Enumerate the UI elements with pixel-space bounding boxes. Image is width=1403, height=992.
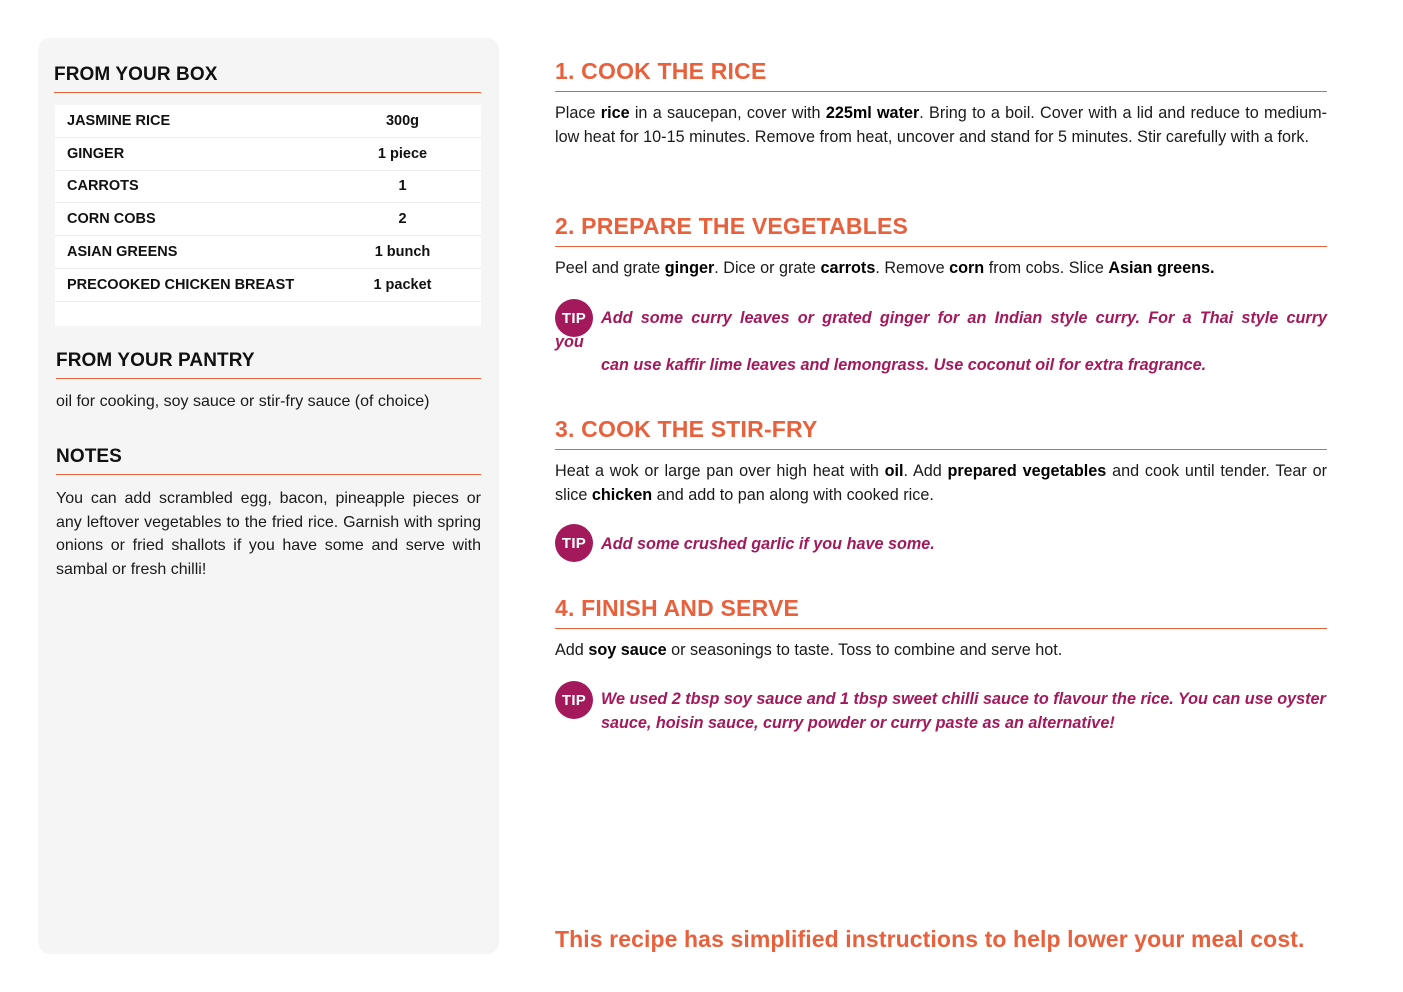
step-body bbox=[555, 102, 1327, 149]
step-body-text: Peel and grate bbox=[555, 259, 665, 277]
step-body-text: . Dice or grate bbox=[714, 259, 821, 277]
ingredient-row bbox=[55, 269, 481, 302]
ingredient-qty: 1 bunch bbox=[374, 244, 431, 261]
ingredient-row bbox=[55, 171, 481, 204]
step-body bbox=[555, 460, 1327, 507]
step-body-bold: chicken bbox=[591, 485, 653, 504]
step-body-text: Heat a wok or large pan over high heat with bbox=[555, 462, 885, 480]
step-body-text: and cook until tender. Tear or slice bbox=[555, 462, 1327, 504]
ingredient-qty: 2 bbox=[398, 211, 407, 228]
ingredient-row bbox=[55, 138, 481, 171]
step-title: 2. PREPARE THE VEGETABLES bbox=[555, 213, 1327, 247]
ingredient-name: JASMINE RICE bbox=[67, 112, 171, 129]
tip-badge: TIP bbox=[555, 681, 593, 719]
step-3 bbox=[555, 416, 1327, 507]
ingredient-qty: 1 bbox=[398, 178, 407, 195]
step-2 bbox=[555, 213, 1327, 281]
step-1 bbox=[555, 58, 1327, 149]
step-body-bold: Asian greens. bbox=[1108, 259, 1215, 277]
notes-text: You can add scrambled egg, bacon, pineapple pieces or any leftover vegetables to the fried rice. Garnish with spring onions or fried shallots if you have some and serve with sambal or fresh chilli! bbox=[56, 490, 481, 578]
step-body-bold: rice bbox=[600, 104, 630, 122]
step-title: 3. COOK THE STIR-FRY bbox=[555, 416, 1327, 450]
ingredient-row bbox=[55, 236, 481, 269]
step-body-text: from cobs. Slice bbox=[984, 259, 1109, 277]
step-body-text: and add to pan along with cooked rice. bbox=[652, 485, 934, 504]
ingredient-name: PRECOOKED CHICKEN BREAST bbox=[67, 276, 295, 293]
ingredient-row bbox=[55, 203, 481, 236]
footer-note: This recipe has simplified instructions to help lower your meal cost. bbox=[555, 926, 1305, 952]
step-body-bold: corn bbox=[949, 259, 985, 277]
step-body-text: . Bring to a boil. Cover with a lid and reduce to medium-low heat for 10-15 minutes. Remove from heat, uncover and stand for 5 minutes. Stir carefully with a fork. bbox=[555, 104, 1327, 146]
tip-text: you bbox=[555, 333, 584, 351]
tip-badge: TIP bbox=[555, 524, 593, 562]
step-body-text: in a saucepan, cover with bbox=[629, 104, 826, 122]
ingredient-name: CARROTS bbox=[67, 178, 139, 195]
step-body-bold: oil bbox=[884, 462, 904, 480]
step-body-bold: ginger bbox=[664, 259, 715, 277]
step-title: 4. FINISH AND SERVE bbox=[555, 595, 1327, 629]
tip-text: We used 2 tbsp soy sauce and 1 tbsp sweet chilli sauce to flavour the rice. You can use oyster sauce, hoisin sauce, curry powder or curry paste as an alternative! bbox=[601, 690, 1326, 732]
step-body-text: . Add bbox=[903, 462, 948, 480]
ingredients-panel bbox=[38, 38, 499, 954]
step-body-bold: soy sauce bbox=[588, 641, 667, 659]
ingredients-table bbox=[55, 105, 481, 326]
step-body bbox=[555, 257, 1327, 281]
step-body bbox=[555, 639, 1327, 663]
step-body-text: Place bbox=[555, 104, 601, 122]
pantry-text: oil for cooking, soy sauce or stir-fry sauce (of choice) bbox=[56, 393, 430, 410]
notes-heading: NOTES bbox=[56, 446, 481, 475]
ingredient-qty: 1 packet bbox=[373, 276, 432, 293]
step-body-text: Add bbox=[555, 641, 589, 659]
step-body-bold: 225ml water bbox=[825, 104, 920, 122]
ingredient-name: CORN COBS bbox=[67, 211, 156, 228]
tip-text: Add some crushed garlic if you have some. bbox=[601, 535, 935, 553]
tip-text: Add some curry leaves or grated ginger for an Indian style curry. For a Thai style curry bbox=[601, 309, 1327, 327]
step-body-text: . Remove bbox=[875, 259, 950, 277]
step-body-bold: prepared vegetables bbox=[947, 462, 1107, 480]
tip-badge: TIP bbox=[555, 299, 593, 337]
from-your-box-heading: FROM YOUR BOX bbox=[54, 64, 481, 93]
ingredient-qty: 300g bbox=[385, 112, 420, 129]
ingredient-qty: 1 piece bbox=[377, 145, 428, 162]
step-body-bold: carrots bbox=[820, 259, 876, 277]
step-title: 1. COOK THE RICE bbox=[555, 58, 1327, 92]
step-body-text: or seasonings to taste. Toss to combine and serve hot. bbox=[666, 641, 1063, 659]
from-your-pantry-heading: FROM YOUR PANTRY bbox=[56, 350, 481, 379]
tip-text: can use kaffir lime leaves and lemongrass. Use coconut oil for extra fragrance. bbox=[601, 356, 1207, 374]
ingredient-name: ASIAN GREENS bbox=[67, 244, 178, 261]
ingredient-name: GINGER bbox=[67, 145, 125, 162]
step-4 bbox=[555, 595, 1327, 663]
ingredient-row bbox=[55, 105, 481, 138]
